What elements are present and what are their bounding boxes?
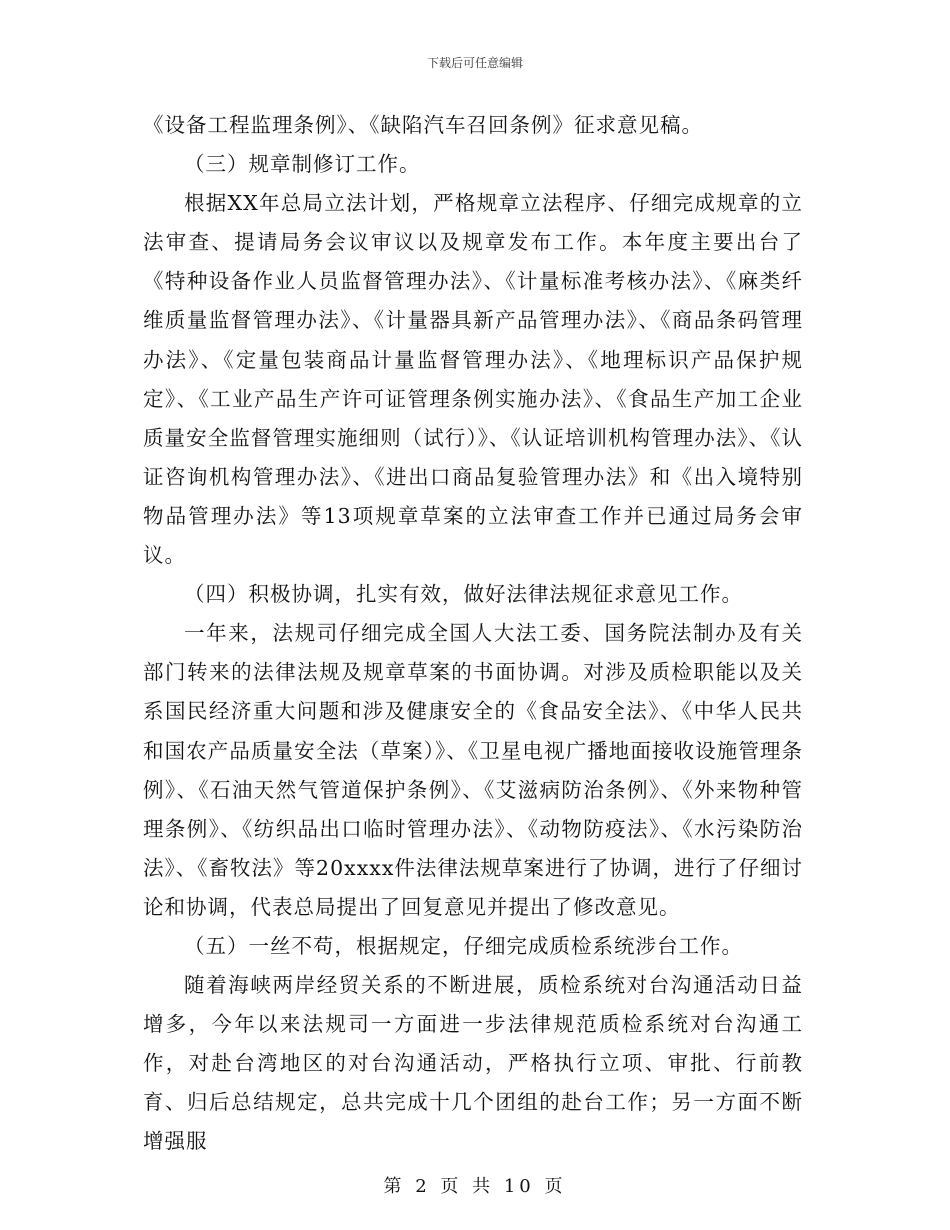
document-body	[143, 106, 803, 1162]
paragraph-1: 《设备工程监理条例》、《缺陷汽车召回条例》征求意见稿。	[143, 113, 703, 137]
paragraph-5: 一年来，法规司仔细完成全国人大法工委、国务院法制办及有关部门转来的法律法规及规章草案的书面协调。对涉及质检职能以及关系国民经济重大问题和涉及健康安全的《食品安全法》、《中华人民共和国农产品质量安全法（草案）》、《卫星电视广播地面接收设施管理条例》、《石油天然气管道保护条例》、《艾滋病防治条例》、《外来物种管理条例》、《纺织品出口临时管理办法》、《动物防疫法》、《水污染防治法》、《畜牧法》等20xxxx件法律法规草案进行了协调，进行了仔细讨论和协调，代表总局提出了回复意见并提出了修改意见。	[143, 621, 803, 919]
paragraph-6-heading: （五）一丝不苟，根据规定，仔细完成质检系统涉台工作。	[184, 933, 743, 958]
page-header-note: 下载后可任意编辑	[426, 56, 523, 70]
paragraph-4-heading: （四）积极协调，扎实有效，做好法律法规征求意见工作。	[184, 582, 743, 607]
page-number-footer: 第 2 页 共 10 页	[383, 1176, 567, 1197]
paragraph-2-heading: （三）规章制修订工作。	[184, 152, 421, 177]
paragraph-3: 根据XX年总局立法计划，严格规章立法程序、仔细完成规章的立法审查、提请局务会议审议以及规章发布工作。本年度主要出台了《特种设备作业人员监督管理办法》、《计量标准考核办法》、《麻类纤维质量监督管理办法》、《计量器具新产品管理办法》、《商品条码管理办法》、《定量包装商品计量监督管理办法》、《地理标识产品保护规定》、《工业产品生产许可证管理条例实施办法》、《食品生产加工企业质量安全监督管理实施细则（试行）》、《认证培训机构管理办法》、《认证咨询机构管理办法》、《进出口商品复验管理办法》和《出入境特别物品管理办法》等13项规章草案的立法审查工作并已通过局务会审议。	[143, 191, 803, 568]
paragraph-7: 随着海峡两岸经贸关系的不断进展，质检系统对台沟通活动日益增多，今年以来法规司一方面进一步法律规范质检系统对台沟通工作，对赴台湾地区的对台沟通活动，严格执行立项、审批、行前教育、归后总结规定，总共完成十几个团组的赴台工作；另一方面不断增强服	[143, 973, 803, 1154]
